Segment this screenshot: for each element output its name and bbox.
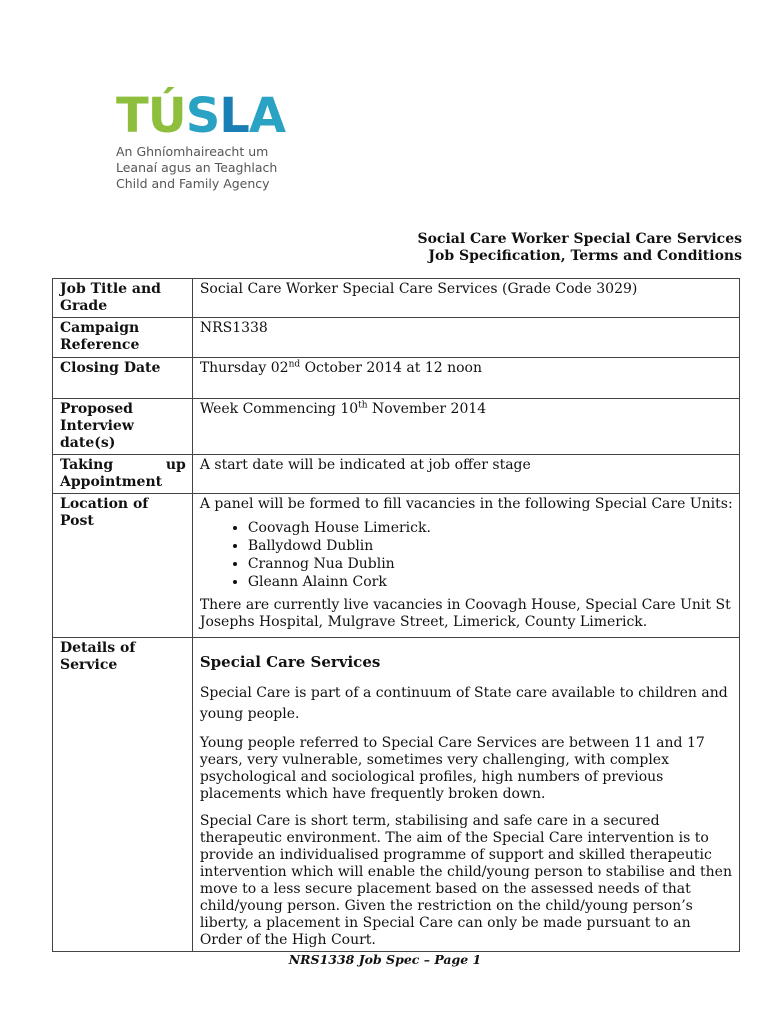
document-title [417, 231, 742, 265]
value-job-title: Social Care Worker Special Care Services (Grade Code 3029) [192, 279, 739, 318]
tusla-logo [116, 88, 316, 192]
value-details-of-service [192, 638, 739, 952]
value-interview-date [192, 399, 739, 455]
details-paragraph-1: Special Care is part of a continuum of State care available to children and young people. [199, 685, 728, 722]
row-job-title [53, 279, 740, 318]
location-vacancies: There are currently live vacancies in Coovagh House, Special Care Unit St Josephs Hospital, Mulgrave Street, Limerick, County Limerick. [199, 597, 731, 630]
value-closing-date [192, 358, 739, 399]
list-item: • Gleann Alainn Cork [248, 573, 733, 591]
details-paragraph-2: Young people referred to Special Care Services are between 11 and 17 years, very vulnerable, sometimes very challenging, with complex psychological and sociological profiles, high numbers of previous placements which have frequently broken down. [199, 735, 705, 802]
logo-letter-l: L [219, 88, 249, 144]
label-location-of-post: Location of Post [53, 494, 193, 638]
closing-date-rest: October 2014 at 12 noon [300, 360, 482, 376]
logo-letters-tu: TÚ [116, 88, 186, 144]
row-interview-date [53, 399, 740, 455]
label-taking-up-appointment [53, 455, 193, 494]
label-details-of-service: Details of Service [53, 638, 193, 952]
details-paragraph-3: Special Care is short term, stabilising and safe care in a secured therapeutic environment. The aim of the Special Care intervention is to provide an individualised programme of support and skilled therapeutic intervention which will enable the child/young person to stabilise and then move to a less secure placement based on the assessed needs of that child/young person. Given the restriction on the child/young person’s liberty, a placement in Special Care can only be made pursuant to an Order of the High Court. [199, 813, 732, 948]
interview-date-suffix: th [358, 400, 368, 411]
list-item: • Coovagh House Limerick. [248, 519, 733, 537]
row-campaign-reference [53, 318, 740, 358]
special-care-units-list [200, 519, 733, 591]
row-taking-up-appointment [53, 455, 740, 494]
job-spec-table [52, 278, 740, 952]
logo-line-irish-1: An Ghníomhaireacht um [116, 144, 269, 159]
label-closing-date: Closing Date [53, 358, 193, 399]
logo-line-irish-2: Leanaí agus an Teaghlach [116, 160, 278, 175]
list-item: • Crannog Nua Dublin [248, 555, 733, 573]
logo-wordmark [116, 88, 316, 144]
label-up: up [165, 457, 186, 473]
logo-line-english: Child and Family Agency [116, 176, 270, 191]
document-title-line-1: Social Care Worker Special Care Services [417, 231, 742, 247]
label-taking: Taking [60, 457, 114, 473]
label-appointment: Appointment [60, 474, 163, 490]
closing-date-text: Thursday 02 [199, 360, 289, 376]
interview-date-rest: November 2014 [367, 401, 487, 417]
list-item: • Ballydowd Dublin [248, 537, 733, 555]
logo-letter-s: S [185, 88, 220, 144]
value-taking-up-appointment: A start date will be indicated at job offer stage [192, 455, 739, 494]
location-intro: A panel will be formed to fill vacancies in the following Special Care Units: [199, 496, 733, 512]
value-campaign-reference: NRS1338 [192, 318, 739, 358]
logo-subtitle [116, 144, 316, 192]
label-campaign-reference: Campaign Reference [53, 318, 193, 358]
document-title-line-2: Job Specification, Terms and Conditions [428, 248, 742, 264]
value-location-of-post [192, 494, 739, 638]
row-details-of-service [53, 638, 740, 952]
label-interview-date: Proposed Interview date(s) [53, 399, 193, 455]
interview-date-text: Week Commencing 10 [199, 401, 359, 417]
page-footer: NRS1338 Job Spec – Page 1 [288, 952, 482, 967]
row-closing-date [53, 358, 740, 399]
details-heading: Special Care Services [199, 653, 381, 671]
logo-letter-a: A [248, 88, 286, 144]
label-job-title: Job Title and Grade [53, 279, 193, 318]
row-location-of-post [53, 494, 740, 638]
closing-date-suffix: nd [288, 359, 301, 370]
